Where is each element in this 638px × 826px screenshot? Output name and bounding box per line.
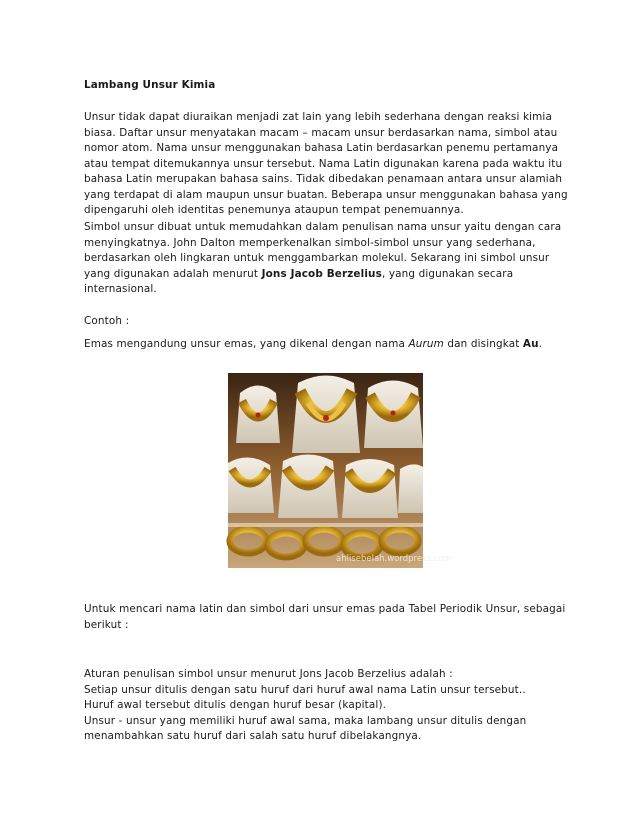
paragraph-line: berdasarkan oleh lingkaran untuk menggambarkan molekul. Sekarang ini simbol unsur — [84, 252, 550, 264]
paragraph-line: dipengaruhi oleh identitas penemunya ataupun tempat penemuannya. — [84, 204, 464, 216]
text-segment: yang digunakan adalah menurut — [84, 267, 262, 280]
gold-jewelry-photo — [228, 373, 452, 568]
text-segment: , yang digunakan secara — [381, 267, 514, 280]
periodic-table-text — [84, 602, 566, 633]
photo-watermark: ahlisebelah.wordpress.com — [336, 554, 452, 564]
paragraph-line: internasional. — [84, 283, 157, 295]
aurum-term: Aurum — [408, 338, 444, 350]
paragraph-line: atau tempat ditemukannya unsur tersebut. Nama Latin digunakan karena pada waktu itu — [84, 157, 563, 170]
paragraph-line: Untuk mencari nama latin dan simbol dari unsur emas pada Tabel Periodik Unsur, sebagai — [84, 603, 566, 615]
text-segment: Emas mengandung unsur emas, yang dikenal dengan nama — [84, 338, 409, 350]
paragraph-line: biasa. Daftar unsur menyatakan macam – macam unsur berdasarkan nama, simbol atau — [84, 126, 558, 139]
paragraph-line: yang terdapat di alam maupun unsur buatan. Beberapa unsur menggunakan bahasa yang — [84, 188, 568, 201]
text-segment: . — [538, 338, 543, 350]
paragraph-intro — [84, 110, 568, 219]
rule-item: Huruf awal tersebut ditulis dengan huruf besar (kapital). — [84, 699, 387, 711]
text-segment: dan disingkat — [443, 338, 523, 350]
document-title: Lambang Unsur Kimia — [84, 79, 216, 91]
rule-item: Setiap unsur ditulis dengan satu huruf dari huruf awal nama Latin unsur tersebut.. — [84, 683, 526, 696]
paragraph-line: berikut : — [84, 618, 129, 631]
au-symbol: Au — [522, 338, 539, 350]
paragraph-line: Unsur tidak dapat diuraikan menjadi zat lain yang lebih sederhana dengan reaksi kimia — [84, 111, 552, 123]
berzelius-name: Jons Jacob Berzelius — [261, 267, 382, 280]
contoh-label: Contoh : — [84, 315, 130, 327]
rule-item: menambahkan satu huruf dari salah satu huruf dibelakangnya. — [84, 730, 422, 742]
paragraph-line: Simbol unsur dibuat untuk memudahkan dalam penulisan nama unsur yaitu dengan cara — [84, 221, 562, 233]
paragraph-line: menyingkatnya. John Dalton memperkenalkan simbol-simbol unsur yang sederhana, — [84, 236, 536, 249]
paragraph-symbols — [84, 220, 562, 298]
rules-intro: Aturan penulisan simbol unsur menurut Jons Jacob Berzelius adalah : — [84, 668, 453, 680]
paragraph-line: bahasa Latin merupakan bahasa sains. Tidak dibedakan penamaan antara unsur alamiah — [84, 173, 563, 185]
paragraph-line-berzelius — [84, 267, 554, 283]
paragraph-line: nomor atom. Nama unsur menggunakan bahasa Latin berdasarkan penemu pertamanya — [84, 142, 559, 154]
example-sentence — [84, 337, 554, 353]
rule-item: Unsur - unsur yang memiliki huruf awal sama, maka lambang unsur ditulis dengan — [84, 714, 527, 727]
rules-section — [84, 667, 554, 745]
